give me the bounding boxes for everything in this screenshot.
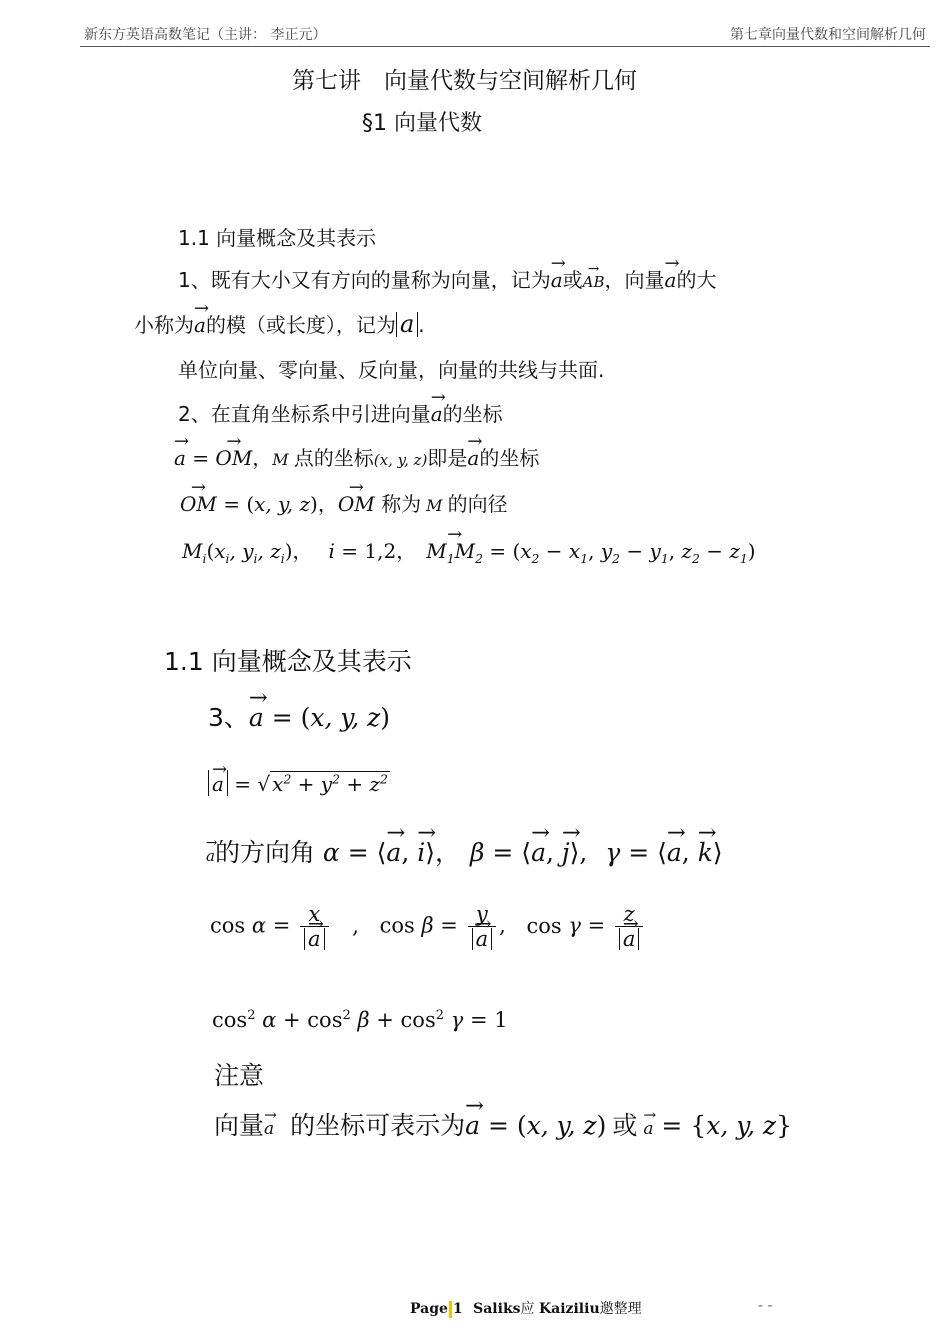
running-header-right: 第七章向量代数和空间解析几何 <box>730 27 926 43</box>
subheading-2: 1.1 向量概念及其表示 <box>164 647 412 676</box>
item1-line1: 1、既有大小又有方向的量称为向量，记为→ a或→ AB，向量→ a的大 <box>178 264 716 293</box>
note-line: 向量→ a 的坐标可表示为→ a = (x, y, z) 或→ a = {x, y, z} <box>214 1106 792 1142</box>
running-header-left: 新东方英语高数笔记（主讲： 李正元） <box>84 27 327 43</box>
magnitude-formula: → a = √ $x^2 + y^2 + z^2$ <box>208 768 390 797</box>
section-title: §1 向量代数 <box>362 111 482 136</box>
lecture-title: 第七讲 向量代数与空间解析几何 <box>292 68 637 94</box>
header-divider <box>80 46 930 47</box>
page-footer: Page 1 Saliks应 Kaiziliu邀整理 <box>410 1301 642 1317</box>
mi-coordinates-line: $M_i(x_i$, $y_i$, $z_i$)， i = 1,2，→ $M_1M_2 = (x_2 - x_1$, $y_2 - y_1$, $z_2 - z_1$) <box>182 535 756 566</box>
radius-vector-line: → OM = (x, y, z)，→ OM 称为 M 的向径 <box>180 488 508 517</box>
magnitude-a: a <box>396 312 418 337</box>
item3-line: 3、→ a = (x, y, z) <box>208 698 390 734</box>
note-title: 注意 <box>214 1061 265 1090</box>
direction-cosines: cos α = x → a , cos β = y → a , cos γ = z → a <box>210 902 646 951</box>
vector-ab: → AB <box>583 273 605 291</box>
item1-line2: 小称为→ a的模（或长度），记为 a . <box>134 309 425 338</box>
unit-vector-line: 单位向量、零向量、反向量，向量的共线与共面. <box>178 358 605 382</box>
direction-angle-line: → a的方向角 α = ⟨→ a, → i⟩， β = ⟨→ a, → j⟩, γ = ⟨→ a, → k⟩ <box>206 833 723 869</box>
vector-a: → a <box>551 268 563 292</box>
footer-dashes: - - <box>758 1298 773 1314</box>
subheading-1: 1.1 向量概念及其表示 <box>178 226 377 250</box>
vector-a: → a <box>665 268 677 292</box>
highlight-marker <box>449 1301 452 1318</box>
vector-a: → a <box>431 402 443 426</box>
cosine-identity: $\cos^2 \alpha + \cos^2 \beta + \cos^2 \gamma = 1$ <box>212 1008 508 1032</box>
item2-line: 2、在直角坐标系中引进向量→ a的坐标 <box>178 398 503 427</box>
om-line: → a = → OM，M 点的坐标(x, y, z)即是→ a的坐标 <box>174 442 539 471</box>
vector-a: → a <box>194 313 206 337</box>
